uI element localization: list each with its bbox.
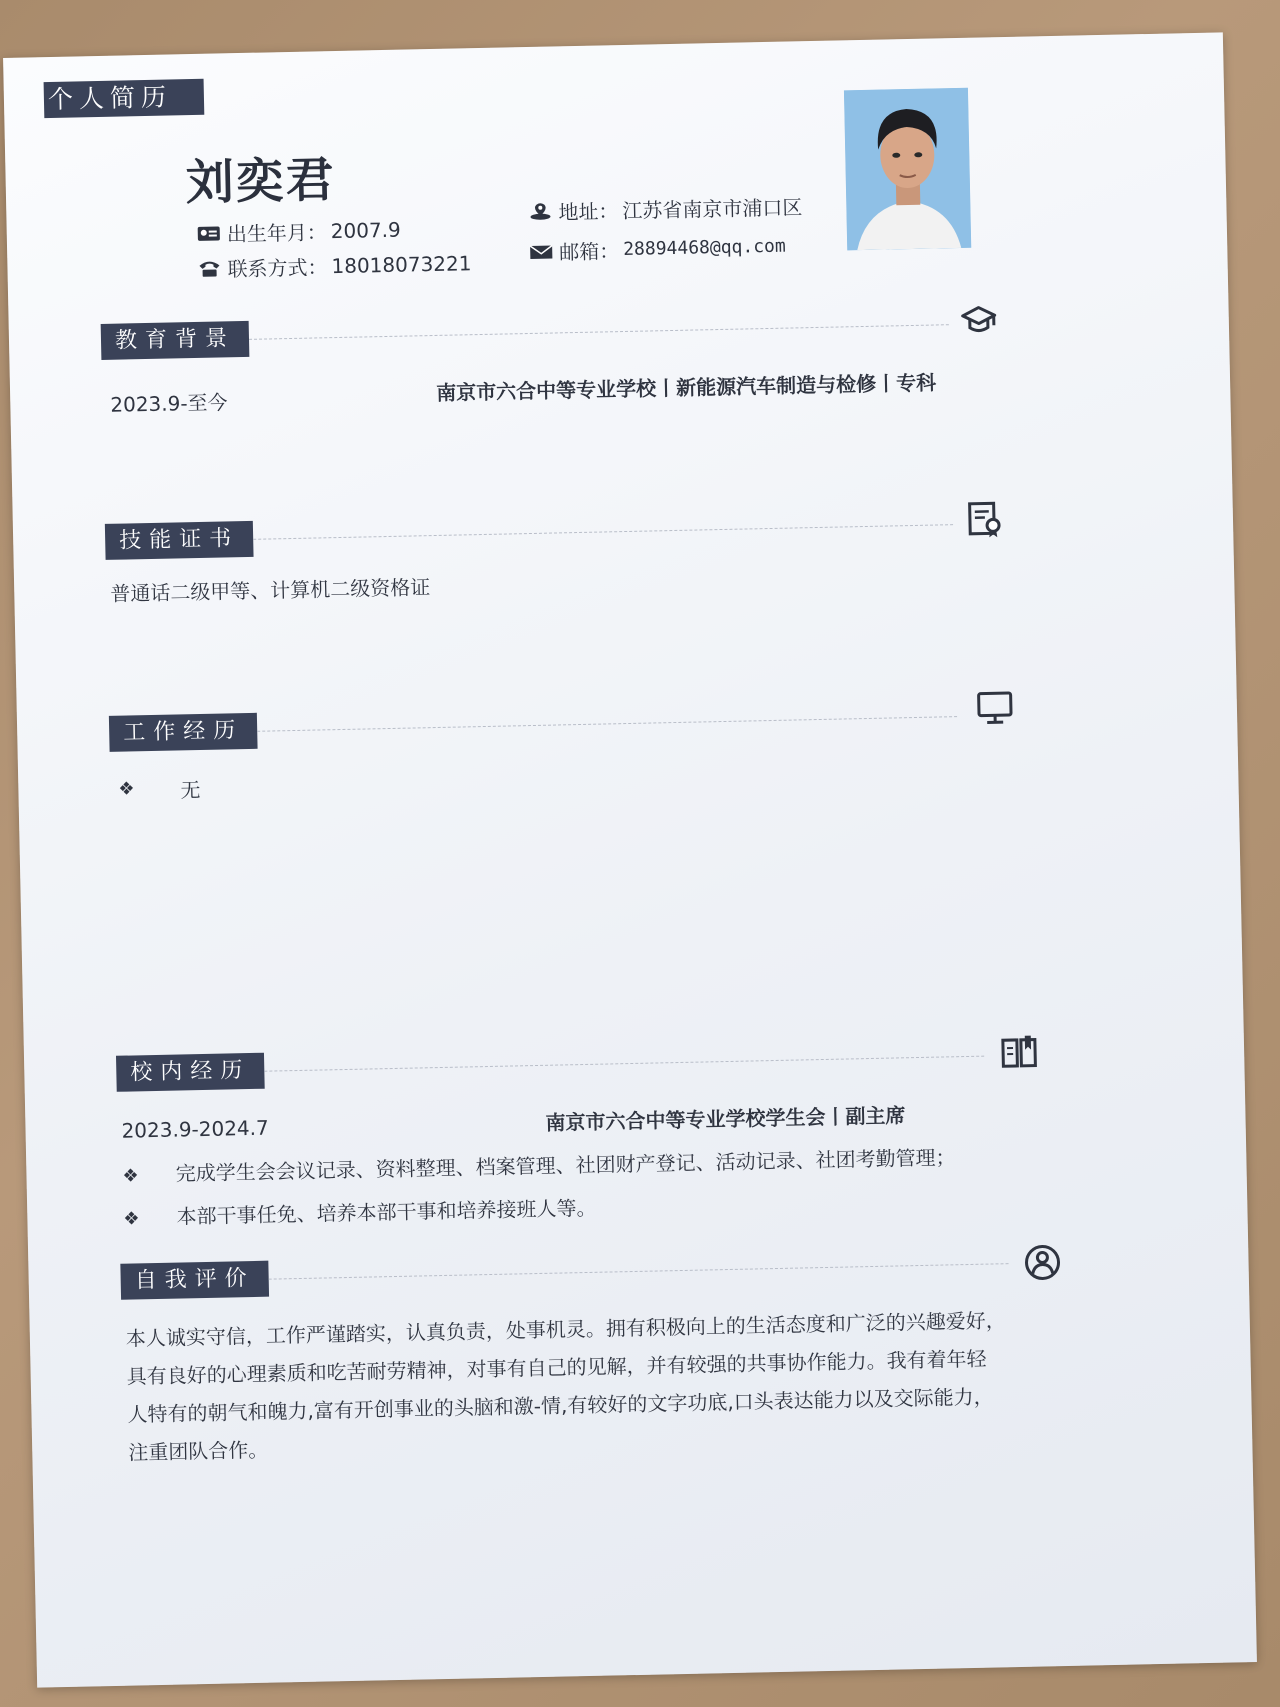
location-icon [528, 202, 552, 220]
certificate-icon [965, 499, 1006, 540]
self-evaluation [126, 1301, 1029, 1472]
education-detail: 南京市六合中等专业学校丨新能源汽车制造与检修丨专科 [435, 370, 937, 405]
campus-item-text: 完成学生会会议记录、资料整理、档案管理、社团财产登记、活动记录、社团考勤管理； [175, 1145, 956, 1186]
birth-row [196, 215, 401, 248]
envelope-icon [529, 242, 553, 260]
id-card-icon [197, 224, 221, 242]
education-period: 2023.9-至今 [110, 390, 228, 417]
section-title-education: 教育背景 [101, 321, 250, 360]
phone-icon [197, 259, 221, 277]
person-photo-icon [844, 88, 971, 251]
campus-item-text: 本部干事任免、培养本部干事和培养接班人等。 [176, 1195, 597, 1229]
campus-item [122, 1141, 956, 1187]
campus-item [123, 1192, 597, 1231]
self-line: 本人诚实守信，工作严谨踏实，认真负责，处事机灵。拥有积极向上的生活态度和广泛的兴趣爱好， [125, 1308, 1006, 1351]
section-divider [264, 1056, 984, 1072]
self-line: 注重团队合作。 [128, 1437, 269, 1465]
monitor-icon [974, 687, 1015, 728]
self-line: 人特有的朝气和魄力,富有开创事业的头脑和激-情,有较好的文字功底,口头表达能力以及交际能力， [127, 1384, 994, 1427]
profile-photo [844, 88, 971, 251]
contact-value: 18018073221 [331, 250, 472, 278]
section-title-work: 工作经历 [109, 713, 258, 752]
person-name: 刘奕君 [185, 152, 337, 212]
email-label: 邮箱： [559, 239, 620, 265]
address-label: 地址： [558, 199, 619, 225]
graduation-cap-icon [958, 299, 999, 340]
contact-label: 联系方式： [227, 255, 328, 282]
section-title-self: 自我评价 [120, 1261, 269, 1300]
campus-bullet: ❖ [123, 1208, 140, 1230]
campus-bullet: ❖ [122, 1165, 139, 1187]
user-circle-icon [1022, 1242, 1063, 1283]
campus-detail: 南京市六合中等专业学校学生会丨副主席 [545, 1103, 906, 1135]
section-title-skills: 技能证书 [105, 521, 254, 560]
section-divider [249, 324, 949, 340]
section-divider [257, 716, 957, 732]
resume-paper [3, 32, 1257, 1687]
section-title-campus: 校内经历 [116, 1053, 265, 1092]
skills-text: 普通话二级甲等、计算机二级资格证 [110, 575, 431, 606]
campus-period: 2023.9-2024.7 [121, 1115, 269, 1143]
email-row [529, 232, 786, 266]
self-line: 具有良好的心理素质和吃苦耐劳精神，对事有自己的见解，并有较强的共事协作能力。我有着年轻 [126, 1346, 987, 1389]
book-icon [999, 1031, 1040, 1072]
birth-value: 2007.9 [330, 217, 401, 243]
resume-label: 个人简历 [44, 79, 205, 118]
work-text: 无 [180, 777, 201, 803]
address-value: 江苏省南京市浦口区 [622, 195, 803, 224]
email-value: 28894468@qq.com [622, 235, 786, 261]
work-bullet: ❖ [118, 778, 135, 800]
birth-label: 出生年月： [226, 220, 328, 247]
address-row [528, 191, 803, 226]
contact-row [197, 248, 472, 283]
section-divider [269, 1263, 1009, 1279]
section-divider [253, 524, 953, 540]
